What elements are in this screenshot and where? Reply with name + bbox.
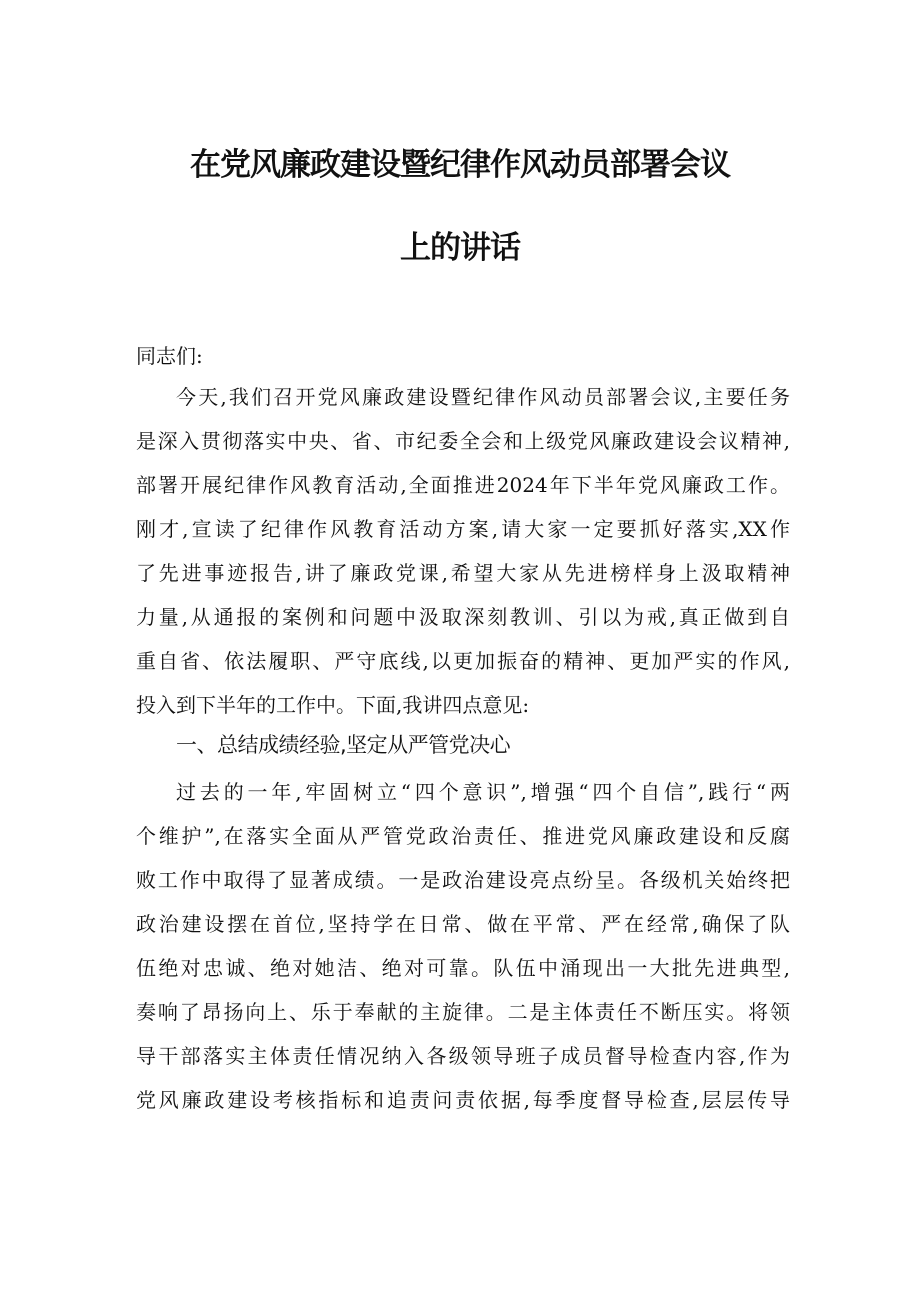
paragraph-line: 是深入贯彻落实中央、省、市纪委全会和上级党风廉政建设会议精神, xyxy=(136,429,790,453)
paragraph-line: 过去的一年,牢固树立“四个意识”,增强“四个自信”,践行“两 xyxy=(176,780,790,804)
section-heading: 一、总结成绩经验,坚定从严管党决心 xyxy=(176,733,511,757)
paragraph-line: 了先进事迹报告,讲了廉政党课,希望大家从先进榜样身上汲取精神 xyxy=(136,561,790,585)
paragraph-line: 投入到下半年的工作中。下面,我讲四点意见: xyxy=(136,693,530,717)
document-title-line-2: 上的讲话 xyxy=(400,230,520,266)
paragraph-line: 个维护”,在落实全面从严管党政治责任、推进党风廉政建设和反腐 xyxy=(136,824,790,848)
paragraph-line: 奏响了昂扬向上、乐于奉献的主旋律。二是主体责任不断压实。将领 xyxy=(136,1000,790,1024)
document-title-line-1: 在党风廉政建设暨纪律作风动员部署会议 xyxy=(190,147,730,183)
paragraph-line: 重自省、依法履职、严守底线,以更加振奋的精神、更加严实的作风, xyxy=(136,649,790,673)
paragraph-line: 党风廉政建设考核指标和追责问责依据,每季度督导检查,层层传导 xyxy=(136,1088,790,1112)
paragraph-line: 刚才,宣读了纪律作风教育活动方案,请大家一定要抓好落实,XX作 xyxy=(136,517,790,541)
paragraph-line: 今天,我们召开党风廉政建设暨纪律作风动员部署会议,主要任务 xyxy=(176,385,790,409)
paragraph-line: 败工作中取得了显著成绩。一是政治建设亮点纷呈。各级机关始终把 xyxy=(136,868,790,892)
paragraph-line: 力量,从通报的案例和问题中汲取深刻教训、引以为戒,真正做到自 xyxy=(136,605,790,629)
paragraph-line: 部署开展纪律作风教育活动,全面推进2024年下半年党风廉政工作。 xyxy=(136,473,790,497)
paragraph-line: 伍绝对忠诚、绝对她洁、绝对可靠。队伍中涌现出一大批先进典型, xyxy=(136,956,790,980)
salutation: 同志们: xyxy=(136,344,203,368)
paragraph-line: 政治建设摆在首位,坚持学在日常、做在平常、严在经常,确保了队 xyxy=(136,912,790,936)
paragraph-line: 导干部落实主体责任情况纳入各级领导班子成员督导检查内容,作为 xyxy=(136,1044,790,1068)
